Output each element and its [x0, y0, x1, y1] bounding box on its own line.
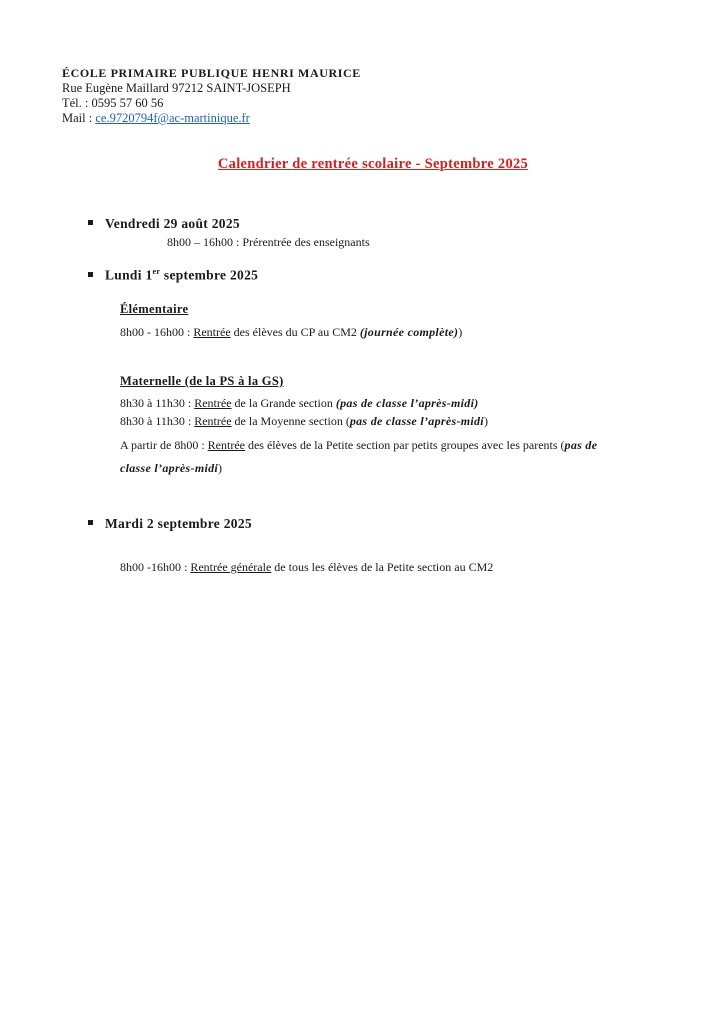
line-text: de la Grande section: [231, 396, 336, 410]
note-emphasis: pas de classe l’après-midi: [349, 414, 484, 428]
time-range: 8h00 - 16h00 :: [120, 325, 194, 339]
schedule-line-elementaire: 8h00 - 16h00 : Rentrée des élèves du CP au CM2 (journée complète)): [120, 325, 463, 339]
line-text: de la Moyenne section (: [231, 414, 350, 428]
note-emphasis: (pas de classe l’après-midi): [335, 396, 479, 410]
line-text: des élèves de la Petite section par petits groupes avec les parents (: [244, 438, 565, 452]
page-title: Calendrier de rentrée scolaire - Septembre 2025: [217, 156, 529, 172]
schedule-line-grande-section: [120, 396, 479, 411]
day-heading-lundi: [88, 267, 258, 284]
school-address: Rue Eugène Maillard 97212 SAINT-JOSEPH: [62, 81, 291, 95]
note-emphasis: pas de: [564, 438, 598, 452]
schedule-line-prerentree: 8h00 – 16h00 : Prérentrée des enseignants: [167, 235, 370, 249]
schedule-line-moyenne-section: [120, 414, 488, 429]
line-text: des élèves du CP au CM2: [230, 325, 360, 339]
section-heading-elementaire: Élémentaire: [120, 302, 189, 316]
time-range: A partir de 8h00 :: [120, 438, 208, 452]
day-heading-mardi: [88, 516, 252, 532]
bullet-icon: [88, 220, 93, 225]
bullet-icon: [88, 520, 93, 525]
schedule-line-rentree-generale: [120, 560, 493, 575]
note-emphasis: (journée complète): [359, 325, 459, 339]
time-range: 8h00 -16h00 :: [120, 560, 191, 574]
school-phone: Tél. : 0595 57 60 56: [62, 96, 164, 110]
note-emphasis: classe l’après-midi: [120, 461, 219, 475]
keyword-rentree-generale: Rentrée générale: [190, 560, 272, 574]
bullet-icon: [88, 272, 93, 277]
keyword-rentree: Rentrée: [193, 325, 231, 339]
time-range: 8h30 à 11h30 :: [120, 414, 195, 428]
school-header: [62, 66, 361, 126]
ordinal-sup: er: [152, 267, 161, 276]
mail-link[interactable]: ce.9720794f@ac-martinique.fr: [95, 111, 250, 125]
day-heading-text: Mardi 2 septembre 2025: [105, 516, 252, 531]
school-mail: [62, 111, 361, 126]
line-text: de tous les élèves de la Petite section au CM2: [271, 560, 494, 574]
day-heading-vendredi: [88, 216, 240, 232]
schedule-line-petite-section: [120, 438, 597, 453]
day-heading-text: Lundi 1: [105, 267, 153, 283]
keyword-rentree: Rentrée: [194, 414, 232, 428]
school-name: ÉCOLE PRIMAIRE PUBLIQUE HENRI MAURICE: [62, 66, 361, 80]
day-heading-text: Vendredi 29 août 2025: [105, 216, 240, 231]
keyword-rentree: Rentrée: [194, 396, 232, 410]
schedule-line-petite-section-cont: [120, 461, 222, 476]
keyword-rentree: Rentrée: [207, 438, 245, 452]
section-heading-maternelle: Maternelle (de la PS à la GS): [120, 374, 284, 388]
mail-label: Mail :: [62, 111, 96, 125]
line-close: ): [483, 414, 488, 428]
day-heading-text-end: septembre 2025: [160, 267, 259, 283]
line-close: ): [218, 461, 223, 475]
time-range: 8h30 à 11h30 :: [120, 396, 195, 410]
